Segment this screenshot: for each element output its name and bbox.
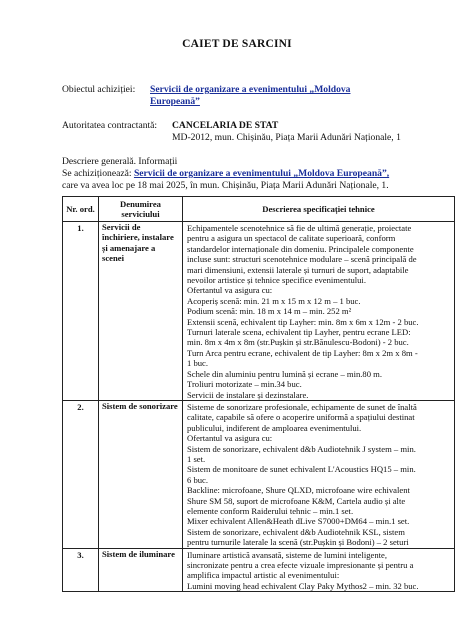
table-header-row [63,197,455,222]
desc-line: Turnuri laterale scena, echivalent tip Layher, pentru ecrane LED: [187,327,411,338]
row-nr: 2. [63,400,99,548]
desc-line: nevoilor artistice și tehnice specifice evenimentului. [187,275,366,286]
authority-label: Autoritatea contractantă: [62,120,158,131]
desc-line: Echipamentele scenotehnice să fie de ultimă generație, proiectate [187,223,412,233]
desc-line: sincronizate pentru a crea efecte vizuale impresionante și pentru a [187,560,414,570]
desc-line: standardelor internaționale din domeniu. Principalele componente [187,243,414,254]
object-label: Obiectul achiziției: [62,84,136,95]
desc-line: Troliuri motorizate – min.34 buc. [187,379,302,390]
desc-line: min. 8m x 4m x 8m (str.Pușkin și str.Bănulescu-Bodoni) - 2 buc. [187,337,409,348]
row-name: Sistem de sonorizare [99,400,183,548]
header-name: Denumirea serviciului [99,197,183,222]
desc-line: amplifica impactul artistic al evenimentului: [187,570,340,581]
object-value-line-2: Europeană” [150,96,200,107]
desc-line: Lumini moving head echivalent Clay Paky Mythos2 – min. 32 buc. [187,580,419,591]
desc-line: Shure SM 58, suport de microfoane K&M, Cartela audio și alte [187,495,406,506]
desc-line: Podium scenă: min. 18 m x 14 m – min. 252 m² [187,306,352,317]
desc-line: 1 set. [187,453,206,464]
header-desc: Descrierea specificației tehnice [183,197,455,222]
desc-line: Ofertantul va asigura cu: [187,285,273,296]
object-value-line-1: Servicii de organizare a evenimentului „Moldova [150,84,351,95]
desc-line: Acoperiș scenă: min. 21 m x 15 m x 12 m – 1 buc. [187,295,361,306]
desc-line: Servicii de instalare și dezinstalare. [187,389,309,400]
acquired-line [62,168,389,180]
desc-line: Extensii scenă, echivalent tip Layher: min. 8m x 6m x 12m - 2 buc. [187,316,419,327]
desc-line: Sisteme de sonorizare profesionale, echipamente de sunet de înaltă [187,401,417,412]
table-row [63,400,455,548]
desc-line: Turn Arca pentru ecrane, echivalent de tip Layher: 8m x 2m x 8m - [187,347,418,358]
desc-line: Schele din aluminiu pentru lumină și ecrane – min.80 m. [187,368,382,379]
desc-line: Sistem de sonorizare, echivalent d&b Audiotehnik KSL, sistem [187,526,405,537]
desc-line: 1 buc. [187,358,209,369]
desc-line: incluse sunt: structuri scenotehnice modulare – scenă principală de [187,254,417,265]
acquired-rest: care va avea loc pe 18 mai 2025, în mun. Chișinău, Piața Marii Adunări Naționale, 1. [62,180,389,191]
header-nr: Nr. ord. [63,197,99,222]
table-row [63,548,455,592]
row-name: Sistem de iluminare [99,548,183,592]
authority-name: CANCELARIA DE STAT [172,120,279,131]
desc-line: elemente conform Raiderului tehnic – min.1 set. [187,505,354,516]
row-description [183,548,455,592]
row-nr: 1. [63,222,99,401]
desc-line: calitate, capabile să ofere o acoperire uniformă a spațiului destinat [187,412,415,423]
desc-line: Sistem de monitoare de sunet echivalent L'Acoustics HQ15 – min. [187,464,416,475]
acquired-value: Servicii de organizare a evenimentului „Moldova Europeană”, [133,168,390,179]
general-heading: Descriere generală. Informații [62,156,178,167]
desc-line: Mixer echivalent Allen&Heath dLive S7000+DM64 – min.1 set. [187,516,410,527]
row-description [183,400,455,548]
desc-line: pentru a asigura un spectacol de calitate superioară, conform [187,233,396,244]
row-description [183,222,455,401]
desc-line: Ofertantul va asigura cu: [187,433,273,444]
row-nr: 3. [63,548,99,592]
specification-table [62,196,455,592]
desc-line: mari dimensiuni, extensii laterale și turnuri de suport, adaptabile [187,264,409,275]
table-row [63,222,455,401]
desc-line: pentru turnurile laterale la scenă (str.Pușkin și Bodoni) – 2 seturi [187,537,409,548]
desc-line: publicului, indiferent de amploarea evenimentului. [187,422,362,433]
row-name: Servicii de închiriere, instalare și amenajare a scenei [99,222,183,401]
desc-line: 6 buc. [187,474,209,485]
desc-line: Sistem de sonorizare, echivalent d&b Audiotehnik J system – min. [187,443,416,454]
authority-address: MD-2012, mun. Chișinău, Piața Marii Adunări Naționale, 1 [172,132,401,143]
document-title: CAIET DE SARCINI [182,38,292,50]
desc-line: Iluminare artistică avansată, sisteme de lumini inteligente, [187,549,387,560]
desc-line: Backline: microfoane, Shure QLXD, microfoane wire echivalent [187,485,410,496]
acquired-prefix: Se achiziționează: [62,168,132,179]
